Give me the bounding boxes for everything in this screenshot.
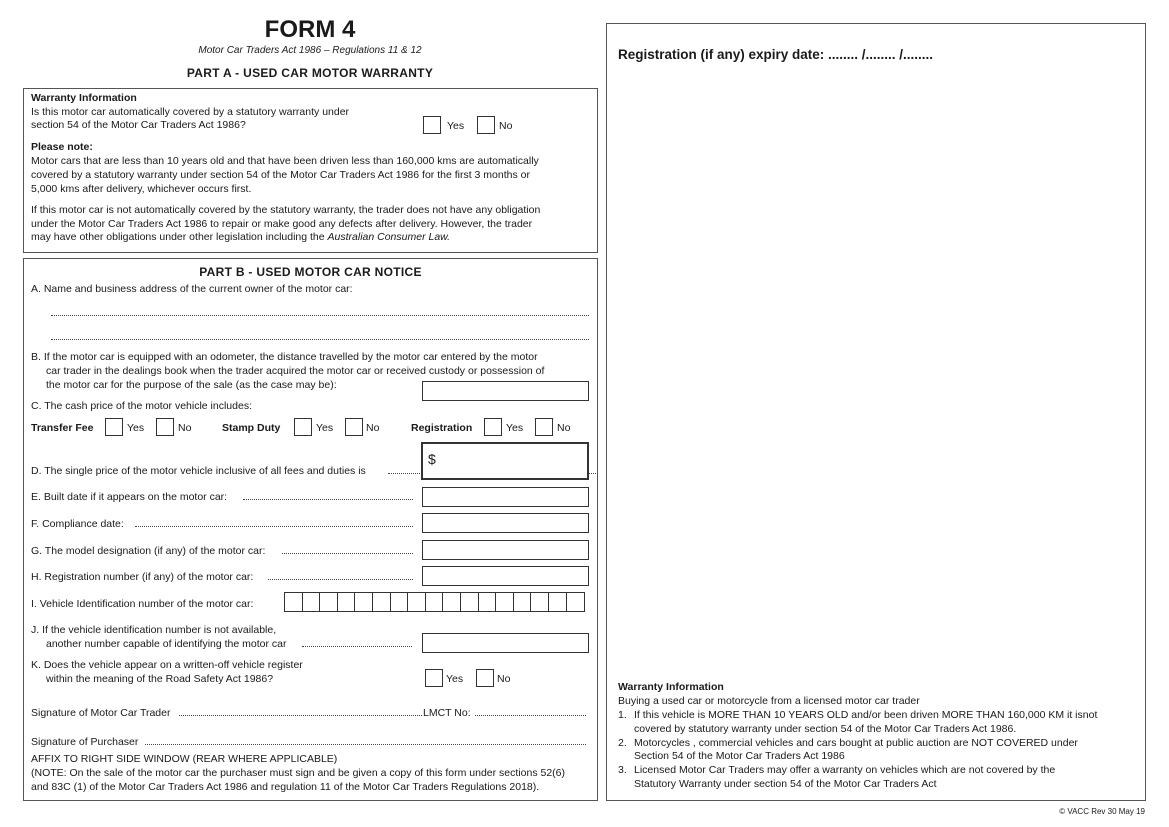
purchaser-signature-line[interactable] [145,744,586,745]
vin-character-cell[interactable] [373,593,391,611]
warranty-question-line2: section 54 of the Motor Car Traders Act 1986? [31,119,246,131]
vin-character-cell[interactable] [285,593,303,611]
item-g-dots [282,553,413,554]
form-subtitle: Motor Car Traders Act 1986 – Regulations 11 & 12 [198,45,422,56]
written-off-yes-checkbox[interactable] [425,669,443,687]
warranty-yes-label: Yes [447,120,465,132]
stamp-duty-no-checkbox[interactable] [345,418,363,436]
warranty-yes-checkbox[interactable] [423,116,441,134]
affix-instruction: AFFIX TO RIGHT SIDE WINDOW (REAR WHERE APPLICABLE) [31,753,338,765]
right-warranty-heading: Warranty Information [618,681,724,693]
vin-character-cell[interactable] [567,593,585,611]
written-off-yes-label: Yes [446,673,464,685]
note2-line1: If this motor car is not automatically covered by the statutory warranty, the trader does not have any obligation [31,204,541,216]
built-date-field[interactable] [422,487,589,507]
item-d-label: D. The single price of the motor vehicle inclusive of all fees and duties is [31,465,366,477]
item-j-line1: J. If the vehicle identification number is not available, [31,624,277,636]
trader-signature-line[interactable] [179,715,422,716]
vin-character-cell[interactable] [496,593,514,611]
compliance-date-field[interactable] [422,513,589,533]
owner-address-line2[interactable] [51,339,589,340]
registration-no-label: No [557,422,571,434]
part-b-note-line2: and 83C (1) of the Motor Car Traders Act 1986 and regulation 11 of the Motor Car Traders Regulations 2018). [31,781,540,793]
item-e-label: E. Built date if it appears on the motor car: [31,491,228,503]
transfer-fee-yes-label: Yes [127,422,145,434]
item-f-label: F. Compliance date: [31,518,124,530]
vin-character-cell[interactable] [355,593,373,611]
warranty-item3-number: 3. [618,764,627,776]
price-field[interactable] [421,442,589,480]
transfer-fee-label: Transfer Fee [31,422,94,434]
registration-no-checkbox[interactable] [535,418,553,436]
transfer-fee-yes-checkbox[interactable] [105,418,123,436]
registration-yes-checkbox[interactable] [484,418,502,436]
warranty-item1-number: 1. [618,709,627,721]
vin-character-cell[interactable] [514,593,532,611]
lmct-line[interactable] [475,715,586,716]
note1-line3: 5,000 kms after delivery, whichever occurs first. [31,183,252,195]
australian-consumer-law: Australian Consumer Law. [327,231,451,243]
vin-character-cell[interactable] [461,593,479,611]
registration-expiry-label: Registration (if any) expiry date: ........ /........ /........ [618,47,934,62]
warranty-item2-number: 2. [618,737,627,749]
item-k-line1: K. Does the vehicle appear on a written-off vehicle register [31,659,303,671]
warranty-info-heading: Warranty Information [31,92,137,104]
item-h-dots [268,579,413,580]
item-b-line1: B. If the motor car is equipped with an odometer, the distance travelled by the motor car entered by the motor [31,351,538,363]
item-j-line2: another number capable of identifying the motor car [46,638,287,650]
note2-line3 [31,231,450,243]
vin-character-cell[interactable] [338,593,356,611]
vin-character-cell[interactable] [320,593,338,611]
dollar-sign: $ [428,451,436,467]
note1-line1: Motor cars that are less than 10 years old and that have been driven less than 160,000 kms are automatically [31,155,539,167]
stamp-duty-yes-checkbox[interactable] [294,418,312,436]
vin-character-cell[interactable] [426,593,444,611]
item-c-label: C. The cash price of the motor vehicle includes: [31,400,252,412]
transfer-fee-no-label: No [178,422,192,434]
vin-character-cell[interactable] [303,593,321,611]
item-j-dots [302,646,412,647]
vin-character-cell[interactable] [549,593,567,611]
registration-yes-label: Yes [506,422,524,434]
note2-line3-text: may have other obligations under other legislation including the [31,231,325,243]
written-off-no-checkbox[interactable] [476,669,494,687]
warranty-item3-line1: Licensed Motor Car Traders may offer a warranty on vehicles which are not covered by the [634,764,1056,776]
warranty-no-checkbox[interactable] [477,116,495,134]
copyright: © VACC Rev 30 May 19 [1059,807,1145,816]
stamp-duty-label: Stamp Duty [222,422,281,434]
item-b-line3: the motor car for the purpose of the sale (as the case may be): [46,379,337,391]
vin-character-cell[interactable] [443,593,461,611]
item-h-label: H. Registration number (if any) of the motor car: [31,571,254,583]
vin-character-cell[interactable] [391,593,409,611]
item-f-dots [135,526,413,527]
lmct-label: LMCT No: [423,707,471,719]
transfer-fee-no-checkbox[interactable] [156,418,174,436]
item-b-line2: car trader in the dealings book when the trader acquired the motor car or received custody or possession of [46,365,545,377]
warranty-item1-line1: If this vehicle is MORE THAN 10 YEARS OLD and/or been driven MORE THAN 160,000 KM it isnot [634,709,1098,721]
stamp-duty-yes-label: Yes [316,422,334,434]
item-i-label: I. Vehicle Identification number of the motor car: [31,598,254,610]
warranty-question-line1: Is this motor car automatically covered by a statutory warranty under [31,106,350,118]
warranty-item1-line2: covered by statutory warranty under section 54 of the Motor Car Traders Act 1986. [634,723,1017,735]
vin-character-cell[interactable] [408,593,426,611]
form-title: FORM 4 [264,16,356,43]
right-warranty-intro: Buying a used car or motorcycle from a licensed motor car trader [618,695,920,707]
item-g-label: G. The model designation (if any) of the motor car: [31,545,266,557]
vin-character-cell[interactable] [479,593,497,611]
part-b-note-line1: (NOTE: On the sale of the motor car the purchaser must sign and be given a copy of this form under sections 52(6) [31,767,566,779]
written-off-no-label: No [497,673,511,685]
warranty-no-label: No [499,120,513,132]
owner-address-line1[interactable] [51,315,589,316]
model-designation-field[interactable] [422,540,589,560]
item-e-dots [243,499,413,500]
item-k-line2: within the meaning of the Road Safety Act 1986? [46,673,274,685]
stamp-duty-no-label: No [366,422,380,434]
vin-character-cell[interactable] [531,593,549,611]
registration-number-field[interactable] [422,566,589,586]
warranty-item2-line2: Section 54 of the Motor Car Traders Act 1986 [634,750,845,762]
please-note-heading: Please note: [31,141,93,153]
registration-label: Registration [411,422,473,434]
warranty-item2-line1: Motorcycles , commercial vehicles and cars bought at public auction are NOT COVERED under [634,737,1078,749]
warranty-item3-line2: Statutory Warranty under section 54 of the Motor Car Traders Act [634,778,937,790]
part-a-title: PART A - USED CAR MOTOR WARRANTY [186,66,434,80]
vin-field[interactable] [284,592,585,612]
note2-line2: under the Motor Car Traders Act 1986 to repair or make good any defects after delivery. However, the trader [31,218,533,230]
purchaser-signature-label: Signature of Purchaser [31,736,139,748]
part-b-title: PART B - USED MOTOR CAR NOTICE [199,265,422,279]
trader-signature-label: Signature of Motor Car Trader [31,707,171,719]
item-a-label: A. Name and business address of the current owner of the motor car: [31,283,353,295]
alt-identifier-field[interactable] [422,633,589,653]
note1-line2: covered by a statutory warranty under section 54 of the Motor Car Traders Act 1986 for the first 3 months or [31,169,530,181]
odometer-field[interactable] [422,381,589,401]
